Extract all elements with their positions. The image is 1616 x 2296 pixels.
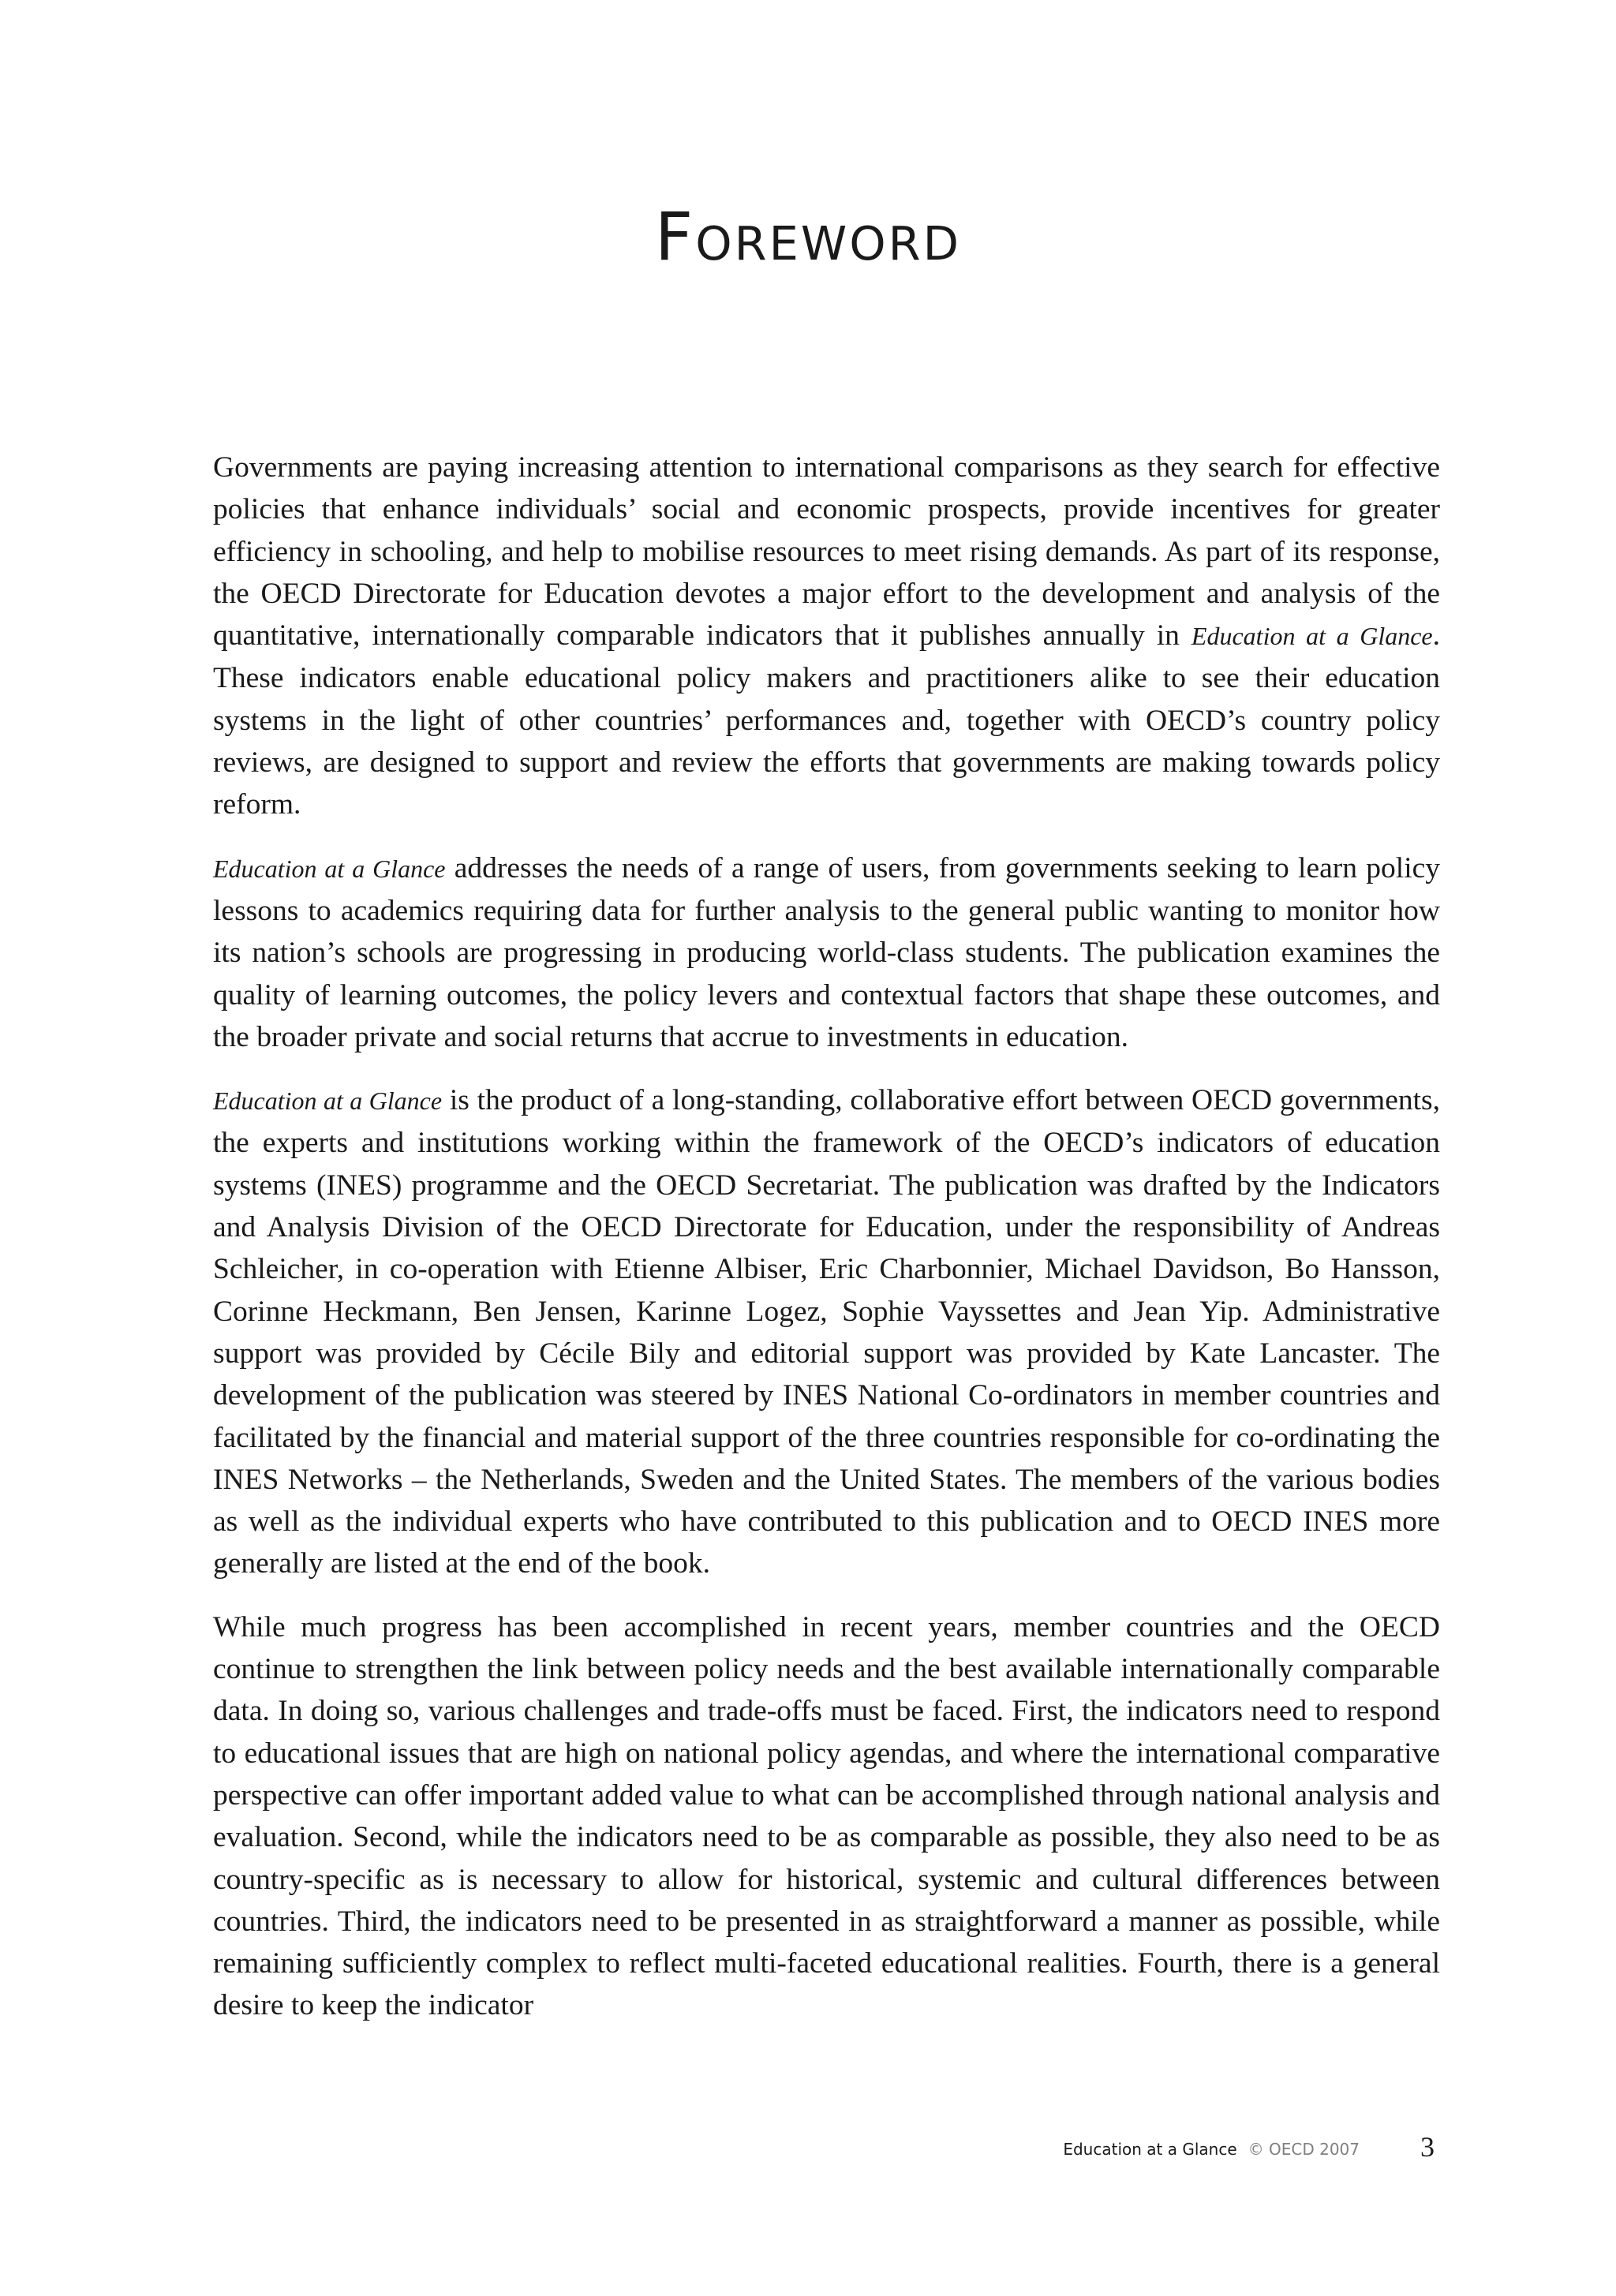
paragraph-2-text: addresses the needs of a range of users, from governments seeking to learn policy lessons to academics requiring data for further analysis to the general public wanting to monitor how its nation’s schools are progressing in producing world-class students. The publication examines the quality of learning outcomes, the policy levers and contextual factors that shape these outcomes, and the broader private and social returns that accrue to investments in education. bbox=[213, 851, 1441, 1053]
page-footer bbox=[0, 2130, 1616, 2170]
paragraph-1-text-a: Governments are paying increasing attention to international comparisons as they search for effective policies that enhance individuals’ social and economic prospects, provide incentives for greater efficiency in schooling, and help to mobilise resources to meet rising demands. As part of its response, the OECD Directorate for Education devotes a major effort to the development and analysis of the quantitative, internationally comparable indicators that it publishes annually in bbox=[213, 451, 1440, 653]
paragraph-3 bbox=[213, 1079, 1440, 1585]
publication-title-italic: Education at a Glance bbox=[213, 854, 446, 883]
footer-publication bbox=[1063, 2140, 1360, 2159]
page-title: Foreword bbox=[654, 198, 962, 275]
paragraph-2 bbox=[213, 847, 1440, 1058]
paragraph-4 bbox=[213, 1606, 1440, 2027]
paragraph-1-text-b: . These indicators enable educational policy makers and practitioners alike to see their education systems in the light of other countries’ performances and, together with OECD’s country policy reviews, are designed to support and review the efforts that governments are making towards policy reform. bbox=[213, 619, 1441, 821]
page-number: 3 bbox=[1420, 2131, 1435, 2163]
body-text bbox=[213, 447, 1440, 2048]
paragraph-1 bbox=[213, 447, 1440, 826]
footer-copyright: © OECD 2007 bbox=[1248, 2140, 1360, 2159]
publication-title-italic: Education at a Glance bbox=[1191, 622, 1433, 651]
publication-title-italic: Education at a Glance bbox=[213, 1086, 443, 1116]
paragraph-4-text: While much progress has been accomplished in recent years, member countries and the OECD continue to strengthen the link between policy needs and the best available internationally comparable data. In doing so, various challenges and trade-offs must be faced. First, the indicators need to respond to educational issues that are high on national policy agendas, and where the international comparative perspective can offer important added value to what can be accomplished through national analysis and evaluation. Second, while the indicators need to be as comparable as possible, they also need to be as country-specific as is necessary to allow for historical, systemic and cultural differences between countries. Third, the indicators need to be presented in as straightforward a manner as possible, while remaining sufficiently complex to reflect multi-faceted educational realities. Fourth, there is a general desire to keep the indicator bbox=[213, 1610, 1440, 2022]
footer-publication-title: Education at a Glance bbox=[1063, 2140, 1237, 2159]
paragraph-3-text: is the product of a long-standing, collaborative effort between OECD governments, the experts and institutions working within the framework of the OECD’s indicators of education systems (INES) programme and the OECD Secretariat. The publication was drafted by the Indicators and Analysis Division of the OECD Directorate for Education, under the responsibility of Andreas Schleicher, in co-operation with Etienne Albiser, Eric Charbonnier, Michael Davidson, Bo Hansson, Corinne Heckmann, Ben Jensen, Karinne Logez, Sophie Vayssettes and Jean Yip. Administrative support was provided by Cécile Bily and editorial support was provided by Kate Lancaster. The development of the publication was steered by INES National Co-ordinators in member countries and facilitated by the financial and material support of the three countries responsible for co-ordinating the INES Networks – the Netherlands, Sweden and the United States. The members of the various bodies as well as the individual experts who have contributed to this publication and to OECD INES more generally are listed at the end of the book. bbox=[213, 1084, 1440, 1580]
